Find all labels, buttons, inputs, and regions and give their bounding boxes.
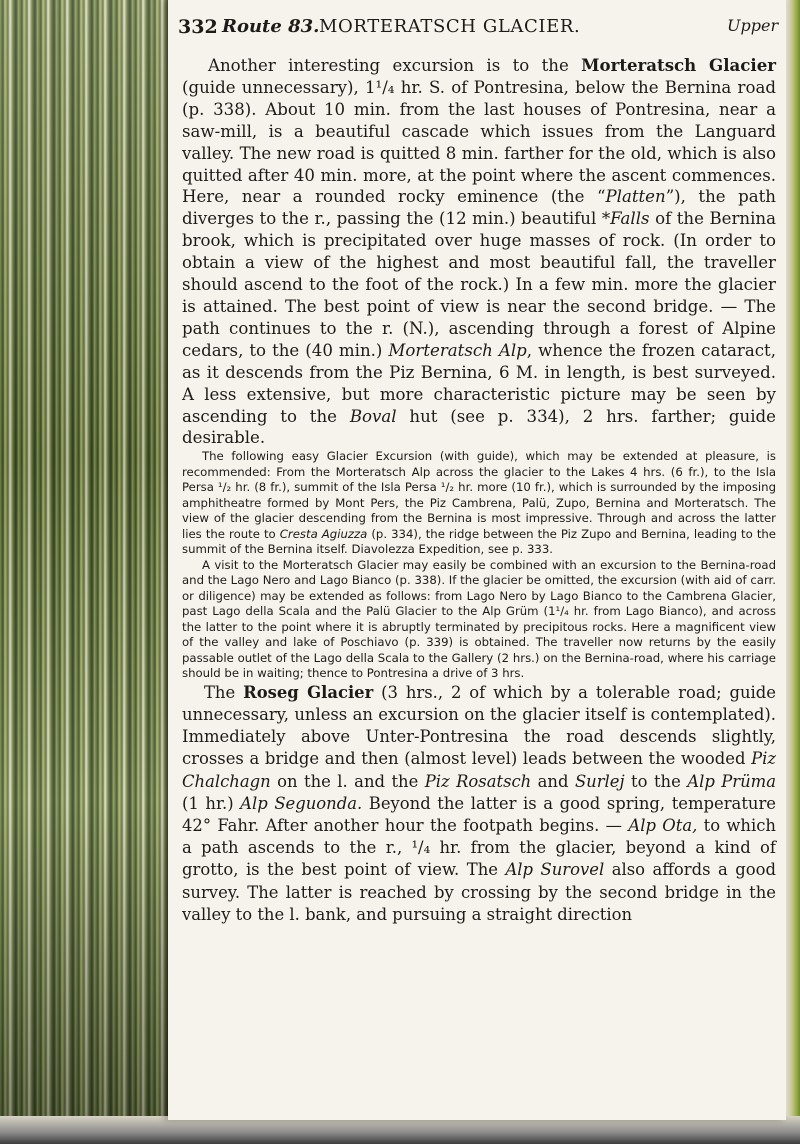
route-label: Route 83. (222, 16, 320, 37)
section-label: Upper (727, 16, 779, 35)
page-edge (786, 0, 800, 1144)
book-bottom-edge (0, 1116, 800, 1144)
paragraph-morteratsch: Another interesting excursion is to the Morteratsch Glacier (guide unnecessary), 1¹/₄ hr. S. of Pontresina, below the Bernina road (p. 338). About 10 min. from the last houses of Pontresina, near a saw-mill, is a beautiful cascade which issues from the Languard valley. The new road is quitted 8 min. farther for the old, which is also quitted after 40 min. more, at the point where the ascent commences. Here, near a rounded rocky eminence (the “Platten”), the path diverges to the r., passing the (12 min.) beautiful *Falls of the Bernina brook, which is precipitated over huge masses of rock. (In order to obtain a view of the highest and most beautiful fall, the traveller should ascend to the foot of the rock.) In a few min. more the glacier is attained. The best point of view is near the second bridge. — The path continues to the r. (N.), ascending through a forest of Alpine cedars, to the (40 min.) Morteratsch Alp, whence the frozen cataract, as it descends from the Piz Bernina, 6 M. in length, is best surveyed. A less extensive, but more characteristic picture may be seen by ascending to the Boval hut (see p. 334), 2 hrs. farther; guide desirable. (182, 55, 776, 448)
page-number: 332 (178, 16, 218, 38)
running-header (178, 16, 778, 46)
book-binding (0, 0, 168, 1144)
page-body (182, 55, 776, 926)
book-page (168, 0, 786, 1120)
paragraph-bernina-road: A visit to the Morteratsch Glacier may easily be combined with an excursion to the Bernina-road and the Lago Nero and Lago Bianco (p. 338). If the glacier be omitted, the excursion (with aid of carr. or diligence) may be extended as follows: from Lago Nero by Lago Bianco to the Cambrena Glacier, past Lago della Scala and the Palü Glacier to the Alp Grüm (1¹/₄ hr. from Lago Bianco), and across the latter to the point where it is abruptly terminated by precipitous rocks. Here a magnificent view of the valley and lake of Poschiavo (p. 339) is obtained. The traveller now returns by the easily passable outlet of the Lago della Scala to the Gallery (2 hrs.) on the Bernina-road, where his carriage should be in waiting; thence to Pontresina a drive of 3 hrs. (182, 557, 776, 681)
page-title: MORTERATSCH GLACIER. (319, 16, 581, 37)
paragraph-roseg: The Roseg Glacier (3 hrs., 2 of which by a tolerable road; guide unnecessary, unless an excursion on the glacier itself is contemplated). Immediately above Unter-Pontresina the road descends slightly, crosses a bridge and then (almost level) leads between the wooded Piz Chalchagn on the l. and the Piz Rosatsch and Surlej to the Alp Prüma (1 hr.) Alp Seguonda. Beyond the latter is a good spring, temperature 42° Fahr. After another hour the footpath begins. — Alp Ota, to which a path ascends to the r., ¹/₄ hr. from the glacier, beyond a kind of grotto, is the best point of view. The Alp Surovel also affords a good survey. The latter is reached by crossing by the second bridge in the valley to the l. bank, and pursuing a straight direction (182, 682, 776, 924)
paragraph-glacier-excursion: The following easy Glacier Excursion (with guide), which may be extended at pleasure, is recommended: From the Morteratsch Alp across the glacier to the Lakes 4 hrs. (6 fr.), to the Isla Persa ¹/₂ hr. (8 fr.), summit of the Isla Persa ¹/₂ hr. more (10 fr.), which is surrounded by the imposing amphitheatre formed by Mont Pers, the Piz Cambrena, Palü, Zupo, Bernina and Morteratsch. The view of the glacier descending from the Bernina is most impressive. Through and across the latter lies the route to Cresta Agiuzza (p. 334), the ridge between the Piz Zupo and Bernina, leading to the summit of the Bernina itself. Diavolezza Expedition, see p. 333. (182, 449, 777, 557)
